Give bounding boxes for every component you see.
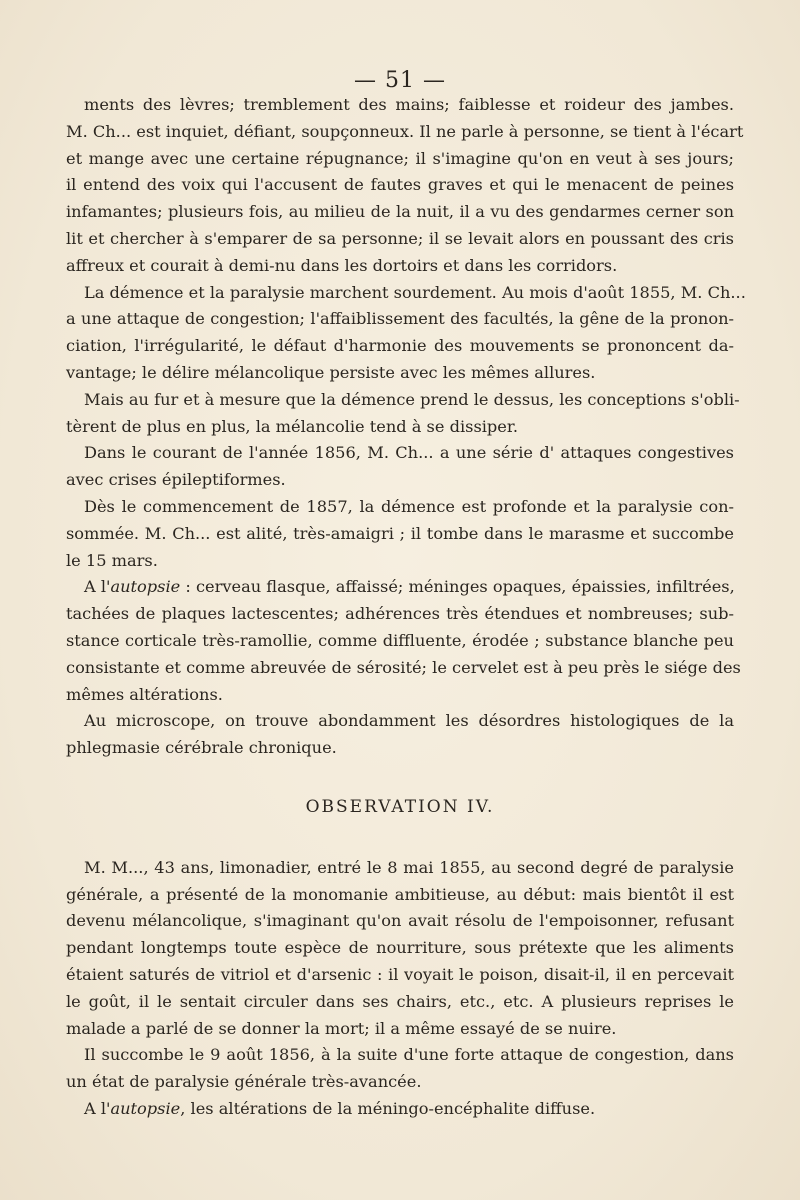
text-line [66, 574, 734, 601]
text-line: Mais au fur et à mesure que la démence prend le dessus, les conceptions s'obli- [84, 389, 740, 409]
paragraph [66, 708, 734, 762]
text-line: le goût, il le sentait circuler dans ses chairs, etc., etc. A plusieurs reprises le [66, 991, 734, 1011]
text-line: mêmes altérations. [66, 684, 223, 704]
text-line: infamantes; plusieurs fois, au milieu de la nuit, il a vu des gendarmes cerner son [66, 202, 734, 222]
text-segment: A l' [84, 577, 111, 597]
paragraph [66, 1096, 734, 1123]
italic-term: autopsie [110, 1098, 181, 1118]
text-line: a une attaque de congestion; l'affaiblissement des facultés, la gêne de la pronon- [66, 309, 734, 329]
text-line: M. M..., 43 ans, limonadier, entré le 8 mai 1855, au second degré de paralysie [84, 857, 734, 877]
text-line: avec crises épileptiformes. [66, 470, 286, 490]
text-line: Dès le commencement de 1857, la démence est profonde et la paralysie con- [84, 496, 734, 516]
paragraph [66, 574, 741, 708]
text-line: Dans le courant de l'année 1856, M. Ch... a une série d' attaques congestives [84, 443, 734, 463]
text-line: devenu mélancolique, s'imaginant qu'on avait résolu de l'empoisonner, refusant [66, 911, 734, 931]
paragraph [66, 855, 734, 1043]
text-line: étaient saturés de vitriol et d'arsenic : il voyait le poison, disait-il, il en percevait [66, 964, 734, 984]
page-number: — 51 — [354, 68, 446, 93]
text-line: malade a parlé de se donner la mort; il a même essayé de se nuire. [66, 1018, 617, 1038]
paragraph [66, 92, 744, 280]
text-line: affreux et courait à demi-nu dans les dortoirs et dans les corridors. [66, 255, 618, 275]
text-segment: A l' [84, 1098, 111, 1118]
text-line: ments des lèvres; tremblement des mains; faiblesse et roideur des jambes. [84, 95, 734, 114]
text-line: phlegmasie cérébrale chronique. [66, 738, 337, 758]
text-line: le 15 mars. [66, 550, 158, 570]
text-line: M. Ch... est inquiet, défiant, soupçonneux. Il ne parle à personne, se tient à l'écart [66, 121, 744, 141]
text-line: pendant longtemps toute espèce de nourriture, sous prétexte que les aliments [66, 938, 734, 958]
paragraph [66, 440, 734, 494]
text-line: lit et chercher à s'emparer de sa personne; il se levait alors en poussant des cris [66, 228, 734, 248]
text-line: Il succombe le 9 août 1856, à la suite d'une forte attaque de congestion, dans [84, 1045, 734, 1065]
text-line: consistante et comme abreuvée de sérosité; le cervelet est à peu près le siége des [66, 657, 741, 677]
paragraph [66, 387, 740, 441]
text-line [66, 1096, 734, 1123]
text-line: tèrent de plus en plus, la mélancolie tend à se dissiper. [66, 416, 518, 436]
page-body [66, 92, 746, 1123]
text-line: il entend des voix qui l'accusent de fautes graves et qui le menacent de peines [66, 175, 734, 195]
text-line: tachées de plaques lactescentes; adhérences très étendues et nombreuses; sub- [66, 604, 734, 624]
italic-term: autopsie [110, 577, 181, 597]
text-segment: , les altérations de la méningo-encéphalite diffuse. [180, 1098, 596, 1118]
text-line: ciation, l'irrégularité, le défaut d'harmonie des mouvements se prononcent da- [66, 336, 734, 356]
text-line: La démence et la paralysie marchent sourdement. Au mois d'août 1855, M. Ch... [84, 282, 746, 302]
text-segment: : cerveau flasque, affaissé; méninges opaques, épaissies, infiltrées, [180, 577, 735, 597]
text-line: vantage; le délire mélancolique persiste avec les mêmes allures. [66, 362, 596, 382]
text-line: un état de paralysie générale très-avancée. [66, 1072, 422, 1092]
text-line: sommée. M. Ch... est alité, très-amaigri ; il tombe dans le marasme et succombe [66, 523, 734, 543]
text-line: générale, a présenté de la monomanie ambitieuse, au début: mais bientôt il est [66, 884, 734, 904]
paragraph [66, 280, 746, 387]
text-line: et mange avec une certaine répugnance; il s'imagine qu'on en veut à ses jours; [66, 148, 734, 168]
paragraph [66, 494, 734, 574]
text-line: stance corticale très-ramollie, comme diffluente, érodée ; substance blanche peu [66, 630, 734, 650]
section-heading: OBSERVATION IV. [305, 796, 495, 817]
paragraph [66, 1042, 734, 1096]
text-line: Au microscope, on trouve abondamment les désordres histologiques de la [84, 711, 734, 731]
